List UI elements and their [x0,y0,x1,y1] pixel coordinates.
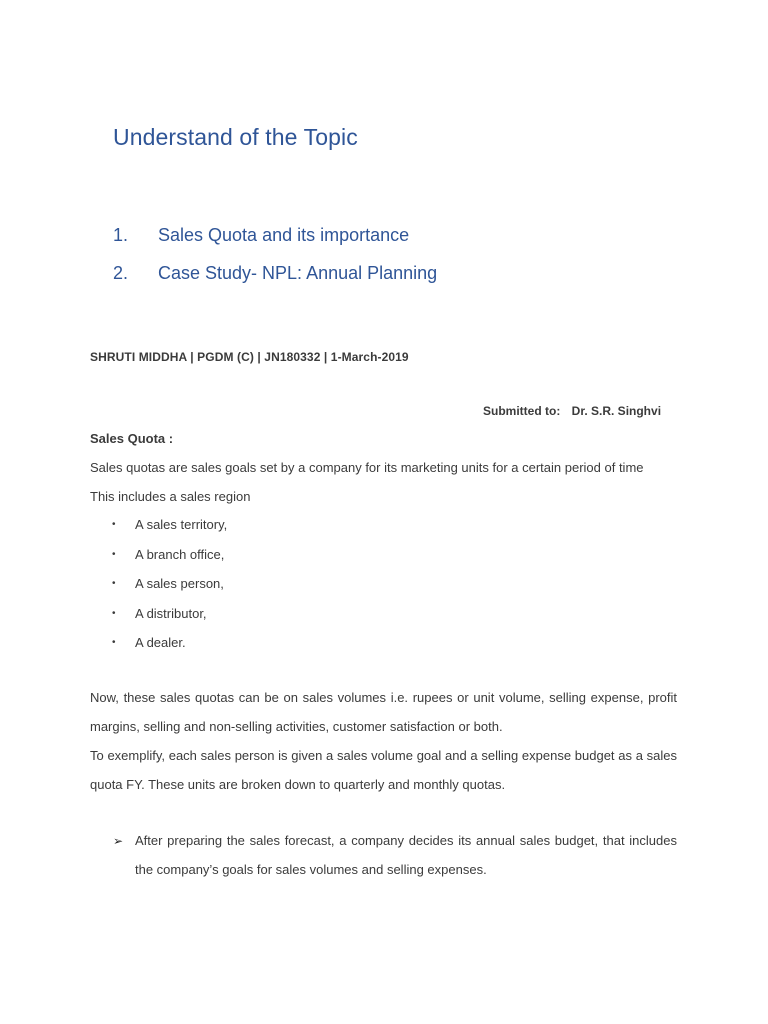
bullet-icon: • [112,637,116,649]
list-item [90,540,227,570]
toc-item-2 [113,254,437,292]
arrow-bullet-icon: ➢ [113,834,124,848]
arrow-bullet-item [113,827,677,884]
toc-item-number: 1. [113,224,129,245]
toc-item-number: 2. [113,262,129,283]
list-item [90,599,227,629]
toc-item-label: Case Study- NPL: Annual Planning [158,262,438,283]
bullet-icon: • [112,519,116,531]
list-item-text: A sales person, [135,576,224,592]
submitted-label: Submitted to: [483,404,561,418]
intro-line-2: This includes a sales region [90,488,251,504]
paragraph-sales-quota-types: Now, these sales quotas can be on sales volumes i.e. rupees or unit volume, selling expense, profit margins, selling and non-selling activities, customer satisfaction or both. [90,690,677,734]
list-item-text: A branch office, [135,546,225,562]
document-title: Understand of the Topic [113,124,358,150]
table-of-contents [113,216,437,292]
arrow-bullet-text: After preparing the sales forecast, a company decides its annual sales budget, that includes the company’s goals for sales volumes and selling expenses. [135,833,677,877]
list-item-text: A distributor, [135,605,207,621]
intro-line-1: Sales quotas are sales goals set by a company for its marketing units for a certain period of time [90,460,644,475]
intro-paragraph [90,454,677,511]
list-item-text: A dealer. [135,635,186,651]
bullet-icon: • [112,548,116,560]
list-item-text: A sales territory, [135,517,228,533]
bullet-icon: • [112,607,116,619]
submitted-to [483,404,661,418]
list-item [90,628,227,658]
toc-item-1 [113,216,437,254]
bullet-icon: • [112,578,116,590]
bullet-list [90,510,227,658]
toc-item-label: Sales Quota and its importance [158,224,410,245]
author-line: SHRUTI MIDDHA | PGDM (C) | JN180332 | 1-March-2019 [90,350,409,364]
paragraph-example: To exemplify, each sales person is given a sales volume goal and a selling expense budget as a sales quota FY. These units are broken down to quarterly and monthly quotas. [90,748,677,792]
list-item [90,510,227,540]
list-item [90,569,227,599]
submitted-name: Dr. S.R. Singhvi [571,404,662,418]
section-heading: Sales Quota : [90,431,174,446]
